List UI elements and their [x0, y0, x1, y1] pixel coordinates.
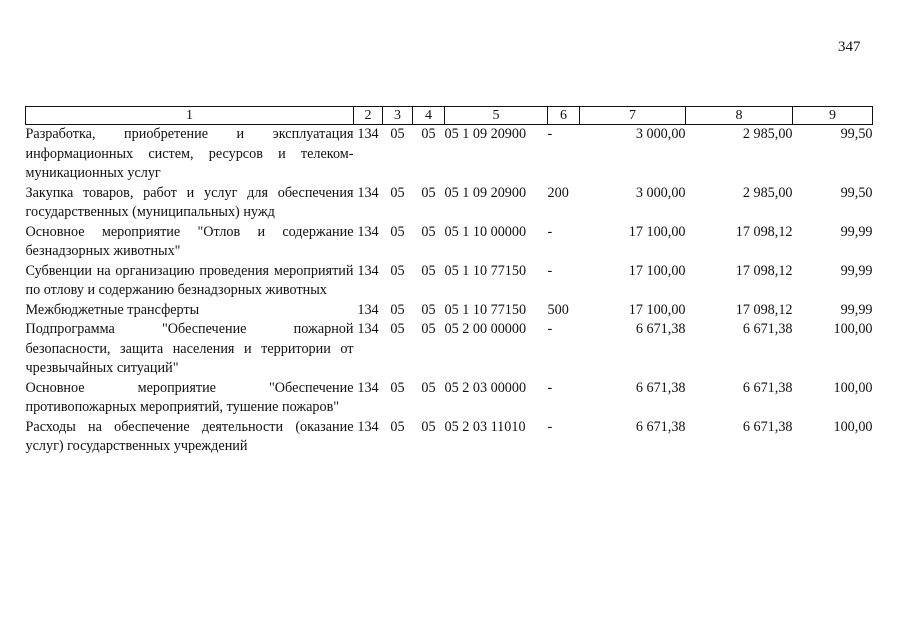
cell-col8: 2 985,00 [742, 126, 793, 142]
column-header: 5 [445, 107, 548, 125]
table-body [26, 125, 873, 457]
page-number: 347 [838, 39, 861, 55]
cell-col7: 3 000,00 [635, 126, 686, 142]
cell-col3: 05 [390, 184, 405, 201]
cell-col6: 200 [547, 184, 569, 201]
table-row [26, 418, 873, 457]
column-header: 8 [686, 107, 793, 125]
cell-col3: 05 [390, 418, 405, 435]
table-row [26, 262, 873, 301]
cell-col9: 99,50 [840, 184, 873, 201]
column-header: 2 [354, 107, 383, 125]
cell-col7: 3 000,00 [635, 184, 686, 201]
cell-col6: - [547, 379, 553, 396]
cell-col9: 99,50 [840, 126, 873, 142]
column-header: 7 [580, 107, 686, 125]
column-header: 3 [383, 107, 413, 125]
cell-col5: 05 1 09 20900 [444, 126, 527, 142]
cell-col4: 05 [421, 301, 436, 318]
cell-col6: - [547, 321, 553, 337]
cell-col9: 100,00 [833, 379, 873, 396]
cell-col9: 100,00 [833, 321, 873, 337]
table-row [26, 301, 873, 321]
column-header: 6 [548, 107, 580, 125]
cell-col3: 05 [390, 301, 405, 318]
cell-col9: 99,99 [840, 301, 873, 318]
cell-col8: 17 098,12 [735, 223, 793, 240]
cell-name: Основное мероприятие "Обеспечение противопожарных мероприятий, тушение пожаров" [25, 379, 354, 415]
cell-col2: 134 [357, 126, 379, 142]
table-row [26, 184, 873, 223]
cell-col5: 05 1 09 20900 [444, 184, 527, 201]
cell-col8: 2 985,00 [742, 184, 793, 201]
table-row [26, 125, 873, 184]
cell-col4: 05 [421, 223, 436, 240]
cell-name: Межбюджетные трансферты [25, 301, 200, 318]
cell-col4: 05 [421, 418, 436, 435]
cell-name: Расходы на обеспечение деятельности (оказание услуг) государственных учреждений [25, 418, 354, 454]
cell-col3: 05 [390, 321, 405, 337]
cell-name: Разработка, приобретение и эксплуатация информационных систем, ресурсов и телеком-муникационных услуг [25, 126, 354, 181]
column-header: 9 [793, 107, 873, 125]
column-header: 4 [413, 107, 445, 125]
cell-name: Подпрограмма "Обеспечение пожарной безопасности, защита населения и территории от чрезвычайных ситуаций" [25, 321, 354, 376]
cell-name: Закупка товаров, работ и услуг для обеспечения государственных (муниципальных) нужд [25, 184, 354, 220]
cell-col5: 05 1 10 77150 [444, 262, 527, 279]
cell-col8: 6 671,38 [742, 418, 793, 435]
cell-col8: 17 098,12 [735, 301, 793, 318]
cell-col3: 05 [390, 223, 405, 240]
cell-col2: 134 [357, 379, 379, 396]
cell-col5: 05 2 03 11010 [444, 418, 526, 435]
cell-col9: 100,00 [833, 418, 873, 435]
cell-col3: 05 [390, 126, 405, 142]
cell-col6: - [547, 418, 553, 435]
cell-col5: 05 2 00 00000 [444, 321, 527, 337]
cell-col5: 05 1 10 00000 [444, 223, 527, 240]
cell-col7: 6 671,38 [635, 418, 686, 435]
cell-col4: 05 [421, 379, 436, 396]
cell-col3: 05 [390, 262, 405, 279]
cell-col6: - [547, 262, 553, 279]
cell-col8: 17 098,12 [735, 262, 793, 279]
cell-col4: 05 [421, 126, 436, 142]
cell-name: Субвенции на организацию проведения мероприятий по отлову и содержанию безнадзорных животных [25, 262, 354, 298]
cell-col5: 05 1 10 77150 [444, 301, 527, 318]
cell-col7: 17 100,00 [628, 262, 686, 279]
cell-col6: - [547, 126, 553, 142]
cell-col6: 500 [547, 301, 569, 318]
cell-col2: 134 [357, 321, 379, 337]
table-row [26, 379, 873, 418]
cell-col7: 17 100,00 [628, 223, 686, 240]
cell-col5: 05 2 03 00000 [444, 379, 527, 396]
cell-col8: 6 671,38 [742, 379, 793, 396]
budget-table [25, 106, 873, 457]
cell-col9: 99,99 [840, 262, 873, 279]
cell-name: Основное мероприятие "Отлов и содержание безнадзорных животных" [25, 223, 354, 259]
cell-col7: 17 100,00 [628, 301, 686, 318]
cell-col6: - [547, 223, 553, 240]
cell-col2: 134 [357, 184, 379, 201]
cell-col4: 05 [421, 262, 436, 279]
cell-col2: 134 [357, 223, 379, 240]
table-row [26, 320, 873, 379]
cell-col3: 05 [390, 379, 405, 396]
cell-col4: 05 [421, 184, 436, 201]
cell-col8: 6 671,38 [742, 321, 793, 337]
table-header-row [26, 107, 873, 125]
cell-col9: 99,99 [840, 223, 873, 240]
cell-col4: 05 [421, 321, 436, 337]
cell-col2: 134 [357, 418, 379, 435]
cell-col2: 134 [357, 262, 379, 279]
cell-col7: 6 671,38 [635, 379, 686, 396]
column-header: 1 [26, 107, 354, 125]
table-row [26, 223, 873, 262]
cell-col2: 134 [357, 301, 379, 318]
cell-col7: 6 671,38 [635, 321, 686, 337]
